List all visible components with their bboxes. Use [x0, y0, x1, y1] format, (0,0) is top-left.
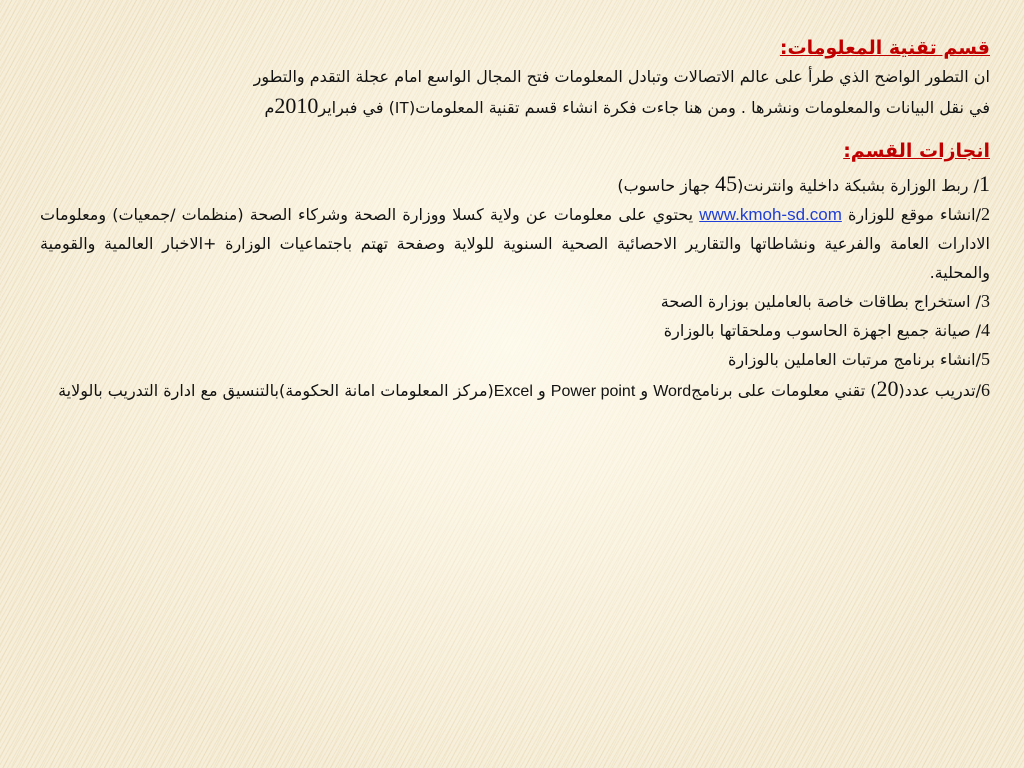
item-text: / استخراج بطاقات خاصة بالعاملين بوزارة الصحة	[660, 292, 981, 311]
intro-line-2-month: ) في فبراير	[318, 98, 395, 117]
list-item	[40, 169, 990, 200]
item-number: 6	[981, 380, 990, 400]
item-text-end: جهاز حاسوب)	[617, 176, 716, 195]
item-text: /تدريب عدد(	[898, 381, 981, 400]
slide-content	[40, 34, 990, 406]
item-number: 5	[981, 349, 990, 369]
list-item	[40, 200, 990, 287]
item-text: / ربط الوزارة بشبكة داخلية وانترنت(	[737, 176, 979, 195]
item-text-end: (مركز المعلومات امانة الحكومة)بالتنسيق مع ادارة التدريب بالولاية	[58, 381, 494, 400]
item-number: 1	[979, 171, 990, 196]
intro-line-2	[40, 91, 990, 123]
item-number: 4	[981, 320, 990, 340]
item-text-mid: ) تقني معلومات على برنامج	[691, 381, 877, 400]
list-item	[40, 345, 990, 374]
item-text: /انشاء موقع للوزارة	[841, 205, 982, 224]
founding-year: 2010	[274, 93, 319, 118]
intro-line-2-text: في نقل البيانات والمعلومات ونشرها . ومن هنا جاءت فكرة انشاء قسم تقنية المعلومات(	[409, 98, 990, 117]
item-text-end: يحتوي على معلومات عن ولاية كسلا ووزارة الصحة وشركاء الصحة (منظمات /جمعيات) ومعلومات الادارات العامة والفرعية ونشاطاتها والتقارير الاحصائية الصحية السنوية للولاية وصفحة تهتم باجتماعيات الوزارة +الاخبار العالمية والقومية والمحلية.	[40, 205, 990, 282]
list-item	[40, 316, 990, 345]
it-abbreviation: IT	[394, 100, 410, 117]
item-number: 2	[981, 204, 991, 224]
device-count: 45	[715, 171, 738, 196]
word-program: Word	[653, 383, 692, 400]
list-item	[40, 374, 990, 406]
ministry-website-link[interactable]: www.kmoh-sd.com	[699, 205, 842, 224]
conjunction: و	[635, 381, 654, 400]
item-text: /انشاء برنامج مرتبات العاملين بالوزارة	[728, 350, 981, 369]
excel-program: Excel	[493, 383, 533, 400]
trainee-count: 20	[876, 376, 899, 401]
conjunction: و	[532, 381, 551, 400]
year-suffix: م	[264, 98, 275, 117]
intro-paragraph	[40, 62, 990, 123]
powerpoint-program: Power point	[550, 383, 636, 400]
achievements-title: انجازات القسم:	[843, 140, 990, 162]
achievements-list	[40, 169, 990, 406]
item-number: 3	[981, 291, 990, 311]
list-item	[40, 287, 990, 316]
intro-line-1: ان التطور الواضح الذي طرأ على عالم الاتصالات وتبادل المعلومات فتح المجال الواسع امام عجلة التقدم والتطور	[253, 67, 990, 86]
item-text: / صيانة جميع اجهزة الحاسوب وملحقاتها بالوزارة	[663, 321, 981, 340]
section-title: قسم تقنية المعلومات:	[779, 37, 990, 59]
